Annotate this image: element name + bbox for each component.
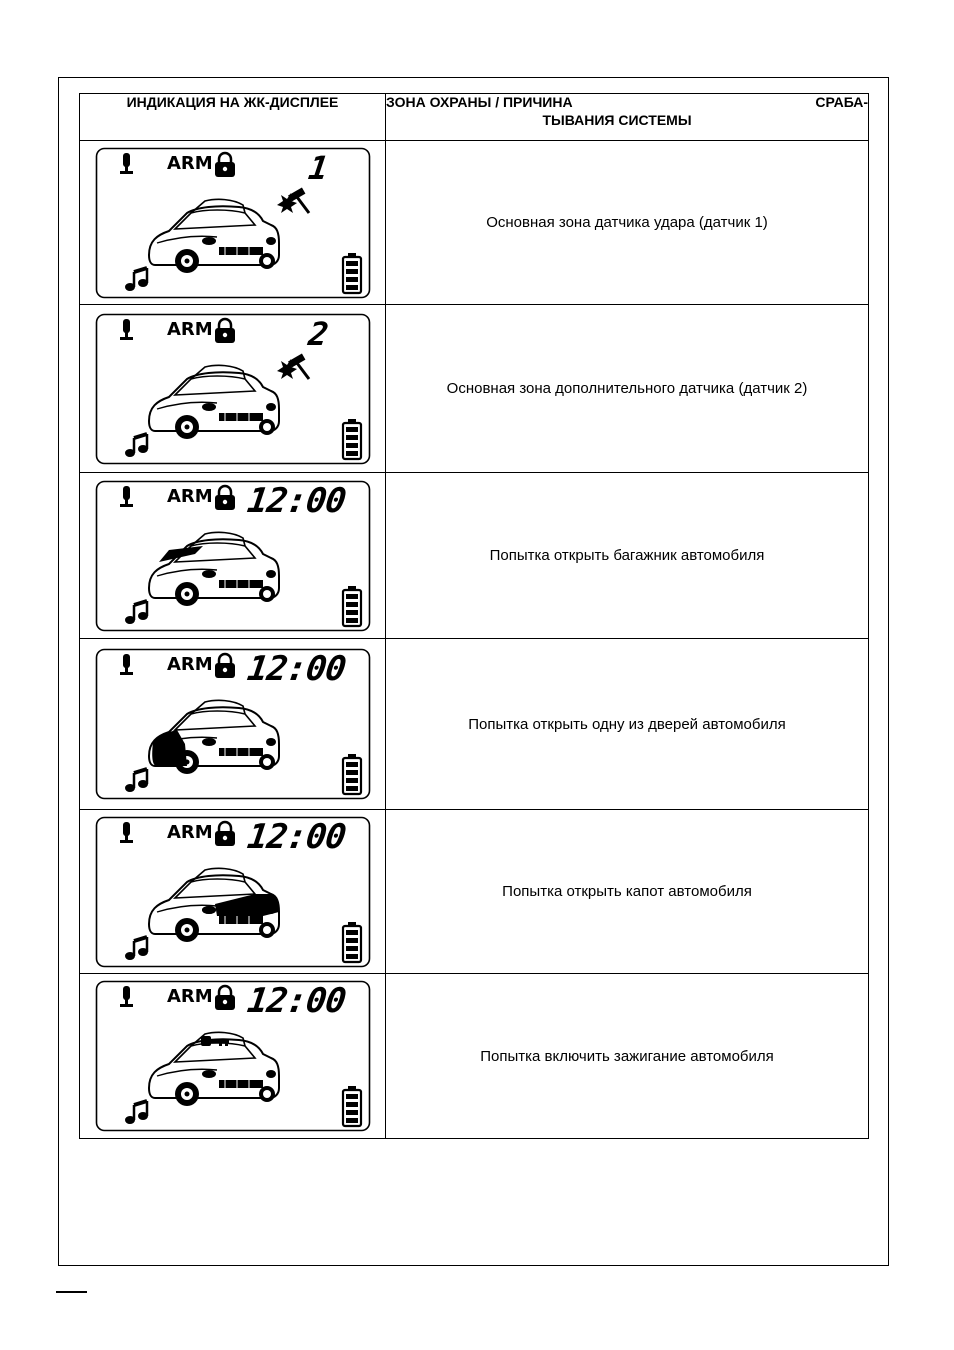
table-row: [80, 305, 869, 473]
lcd-cell: [80, 639, 386, 810]
lcd-digits: 2: [305, 314, 330, 353]
lcd-display: [95, 816, 371, 968]
table-row: [80, 810, 869, 974]
lcd-display: [95, 648, 371, 800]
table-row: [80, 639, 869, 810]
battery-icon: [343, 419, 361, 459]
arm-label: ARM: [166, 821, 213, 843]
battery-icon: [343, 754, 361, 794]
battery-icon: [343, 1086, 361, 1126]
arm-label: ARM: [166, 152, 213, 174]
header-zone-text-1: ЗОНА ОХРАНЫ / ПРИЧИНА: [386, 94, 573, 110]
battery-icon: [343, 586, 361, 626]
header-zone-text-3: ТЫВАНИЯ СИСТЕМЫ: [542, 112, 692, 128]
alarm-indication-table: [79, 93, 869, 1139]
arm-label: ARM: [166, 318, 213, 340]
lcd-digits: 12:00: [244, 816, 348, 857]
header-zone-column: [386, 94, 869, 141]
battery-icon: [343, 922, 361, 962]
lcd-cell: [80, 305, 386, 473]
table-header-row: [80, 94, 869, 141]
table-row: [80, 141, 869, 305]
table-row: [80, 974, 869, 1139]
row-description: Попытка открыть багажник автомобиля: [386, 473, 869, 639]
lcd-digits: 1: [305, 148, 330, 187]
row-description: Попытка открыть одну из дверей автомобиля: [386, 639, 869, 810]
footer-rule: [56, 1291, 87, 1293]
arm-label: ARM: [166, 485, 213, 507]
row-description: Основная зона дополнительного датчика (датчик 2): [386, 305, 869, 473]
table-row: [80, 473, 869, 639]
header-lcd-column: ИНДИКАЦИЯ НА ЖК-ДИСПЛЕЕ: [80, 94, 386, 141]
lcd-cell: [80, 473, 386, 639]
arm-label: ARM: [166, 654, 213, 675]
arm-label: ARM: [166, 986, 213, 1007]
lcd-display: [95, 980, 371, 1132]
lcd-display: [95, 313, 371, 465]
lcd-cell: [80, 141, 386, 305]
lcd-digits: 12:00: [244, 480, 348, 521]
lcd-digits: 12:00: [244, 649, 348, 689]
row-description: Попытка включить зажигание автомобиля: [386, 974, 869, 1139]
lcd-display: [95, 480, 371, 632]
lcd-cell: [80, 810, 386, 974]
lcd-display: [95, 147, 371, 299]
header-zone-text-2: СРАБА-: [815, 94, 868, 110]
lcd-cell: [80, 974, 386, 1139]
row-description: Основная зона датчика удара (датчик 1): [386, 141, 869, 305]
row-description: Попытка открыть капот автомобиля: [386, 810, 869, 974]
lcd-digits: 12:00: [244, 981, 348, 1021]
battery-icon: [343, 253, 361, 293]
